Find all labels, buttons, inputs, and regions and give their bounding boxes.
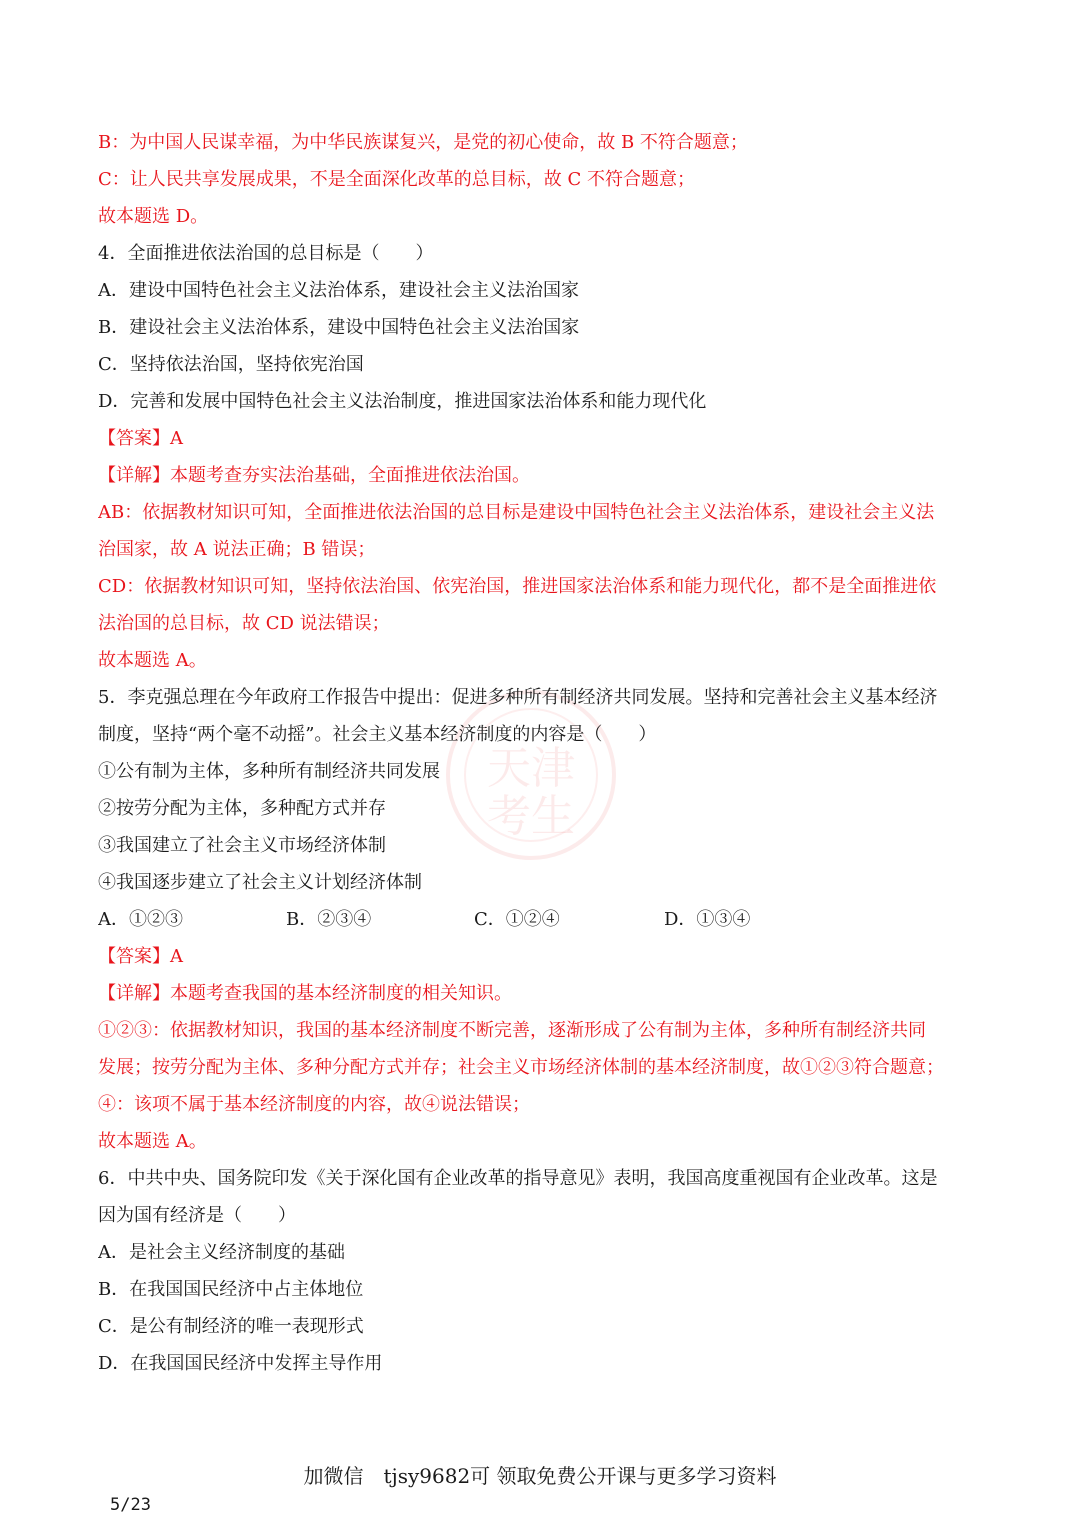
page-number: 5/23 [110,1495,151,1515]
question-5-item-3: ③我国建立了社会主义市场经济体制 [98,835,386,856]
text-line: CD：依据教材知识可知，坚持依法治国、依宪治国，推进国家法治体系和能力现代化，都不是全面推进依 [98,576,937,597]
text-line: C：让人民共享发展成果，不是全面深化改革的总目标，故 C 不符合题意； [98,169,695,190]
document-body [98,124,988,1382]
text-line: B：为中国人民谋幸福，为中华民族谋复兴，是党的初心使命，故 B 不符合题意； [98,132,748,153]
text-line: ①②③：依据教材知识，我国的基本经济制度不断完善，逐渐形成了公有制为主体，多种所有制经济共同 [98,1020,926,1041]
question-5-explanation: 【详解】本题考查我国的基本经济制度的相关知识。 [98,983,512,1004]
question-4-stem: 4．全面推进依法治国的总目标是（ ） [98,243,434,264]
question-5-options [98,901,988,938]
text-line: 故本题选 A。 [98,1131,207,1152]
question-5-option-a: A．①②③ [98,909,183,930]
footer-promo: 加微信 tjsy9682可 领取免费公开课与更多学习资料 [303,1464,777,1488]
question-4-option-c: C．坚持依法治国，坚持依宪治国 [98,354,364,375]
question-5-item-1: ①公有制为主体，多种所有制经济共同发展 [98,761,440,782]
question-4-answer: 【答案】A [98,428,183,449]
question-5-option-d: D．①③④ [664,909,751,930]
question-6-option-b: B．在我国国民经济中占主体地位 [98,1279,364,1300]
question-5-option-c: C．①②④ [474,909,560,930]
text-line: 治国家，故 A 说法正确；B 错误； [98,539,376,560]
text-line: AB：依据教材知识可知，全面推进依法治国的总目标是建设中国特色社会主义法治体系，建设社会主义法 [98,502,935,523]
text-line: 故本题选 A。 [98,650,207,671]
question-5-item-4: ④我国逐步建立了社会主义计划经济体制 [98,872,422,893]
question-6-option-a: A．是社会主义经济制度的基础 [98,1242,345,1263]
watermark-text-line2: 考生 [487,791,575,842]
text-line: 法治国的总目标，故 CD 说法错误； [98,613,390,634]
text-line: 发展；按劳分配为主体、多种分配方式并存；社会主义市场经济体制的基本经济制度，故①②③符合题意； [98,1057,944,1078]
question-5-stem: 5．李克强总理在今年政府工作报告中提出：促进多种所有制经济共同发展。坚持和完善社会主义基本经济 [98,687,938,708]
question-4-option-a: A．建设中国特色社会主义法治体系，建设社会主义法治国家 [98,280,579,301]
question-5-item-2: ②按劳分配为主体，多种配方式并存 [98,798,386,819]
question-5-answer: 【答案】A [98,946,183,967]
question-6-option-d: D．在我国国民经济中发挥主导作用 [98,1353,383,1374]
question-5-option-b: B．②③④ [286,909,372,930]
question-6-option-c: C．是公有制经济的唯一表现形式 [98,1316,364,1337]
question-4-explanation: 【详解】本题考查夯实法治基础，全面推进依法治国。 [98,465,530,486]
question-4-option-d: D．完善和发展中国特色社会主义法治制度，推进国家法治体系和能力现代化 [98,391,707,412]
question-6-stem-cont: 因为国有经济是（ ） [98,1205,296,1226]
question-6-stem: 6．中共中央、国务院印发《关于深化国有企业改革的指导意见》表明，我国高度重视国有企业改革。这是 [98,1168,938,1189]
watermark-text-line1: 天津 [487,743,575,794]
text-line: ④：该项不属于基本经济制度的内容，故④说法错误； [98,1094,530,1115]
question-4-option-b: B．建设社会主义法治体系，建设中国特色社会主义法治国家 [98,317,580,338]
text-line: 故本题选 D。 [98,206,209,227]
question-5-stem-cont: 制度，坚持“两个毫不动摇”。社会主义基本经济制度的内容是（ ） [98,724,657,745]
